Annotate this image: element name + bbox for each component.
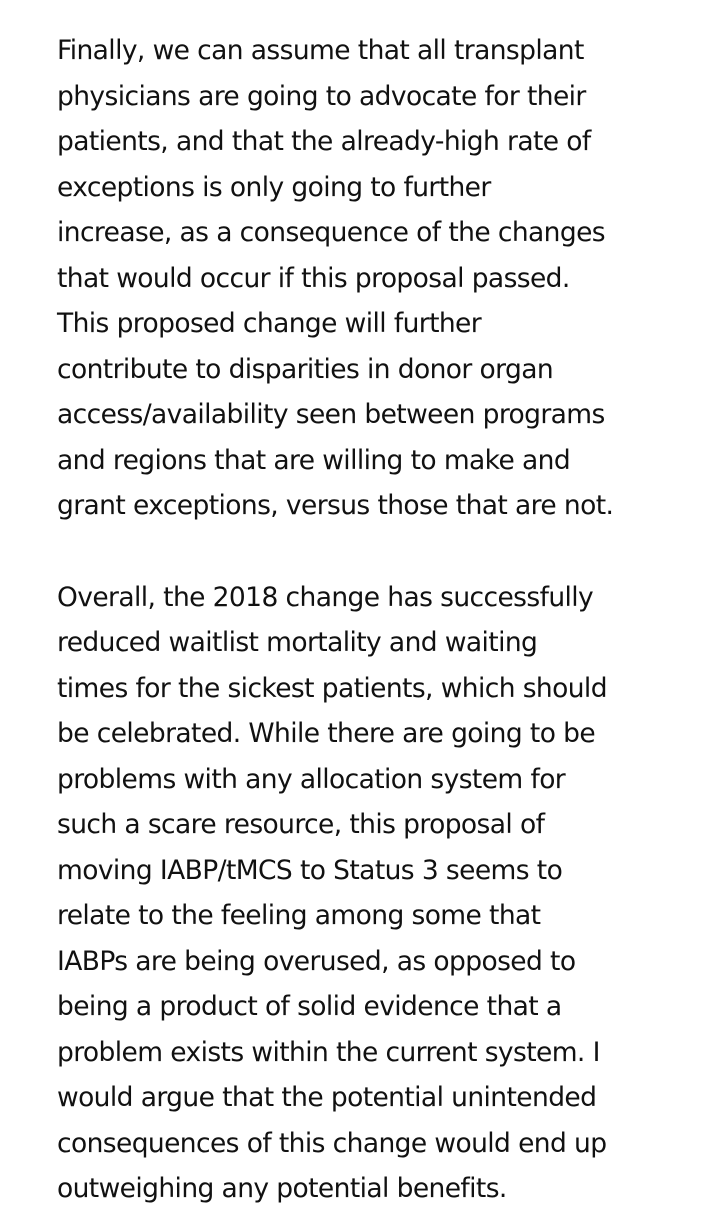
text-line: reduced waitlist mortality and waiting bbox=[57, 627, 538, 658]
text-line: and regions that are willing to make and bbox=[57, 444, 571, 476]
text-line: being a product of solid evidence that a bbox=[57, 991, 562, 1022]
text-line: moving IABP/tMCS to Status 3 seems to bbox=[57, 854, 563, 886]
text-line: problems with any allocation system for bbox=[57, 763, 566, 795]
text-line: exceptions is only going to further bbox=[57, 171, 491, 203]
text-line: physicians are going to advocate for their bbox=[57, 80, 586, 112]
text-line: IABPs are being overused, as opposed to bbox=[57, 945, 576, 977]
text-line: would argue that the potential unintended bbox=[57, 1082, 597, 1113]
text-line: times for the sickest patients, which should bbox=[57, 672, 607, 704]
paragraph-spacer bbox=[57, 529, 657, 575]
text-line: contribute to disparities in donor organ bbox=[57, 353, 554, 385]
text-line: grant exceptions, versus those that are not. bbox=[57, 490, 614, 521]
paragraph-exceptions bbox=[57, 28, 657, 529]
document-body bbox=[57, 28, 657, 1212]
text-line: patients, and that the already-high rate of bbox=[57, 126, 591, 157]
text-line: access/availability seen between programs bbox=[57, 399, 605, 430]
text-line: consequences of this change would end up bbox=[57, 1127, 607, 1159]
paragraph-overall bbox=[57, 575, 657, 1212]
text-line: This proposed change will further bbox=[57, 308, 482, 339]
text-line: such a scare resource, this proposal of bbox=[57, 809, 545, 840]
text-line: increase, as a consequence of the changes bbox=[57, 217, 605, 248]
text-line: that would occur if this proposal passed. bbox=[57, 262, 570, 294]
text-line: outweighing any potential benefits. bbox=[57, 1173, 507, 1204]
text-line: Overall, the 2018 change has successfully bbox=[57, 581, 594, 613]
text-line: relate to the feeling among some that bbox=[57, 900, 541, 931]
text-line: problem exists within the current system. I bbox=[57, 1036, 600, 1068]
text-line: Finally, we can assume that all transplant bbox=[57, 35, 584, 66]
text-line: be celebrated. While there are going to be bbox=[57, 718, 596, 749]
